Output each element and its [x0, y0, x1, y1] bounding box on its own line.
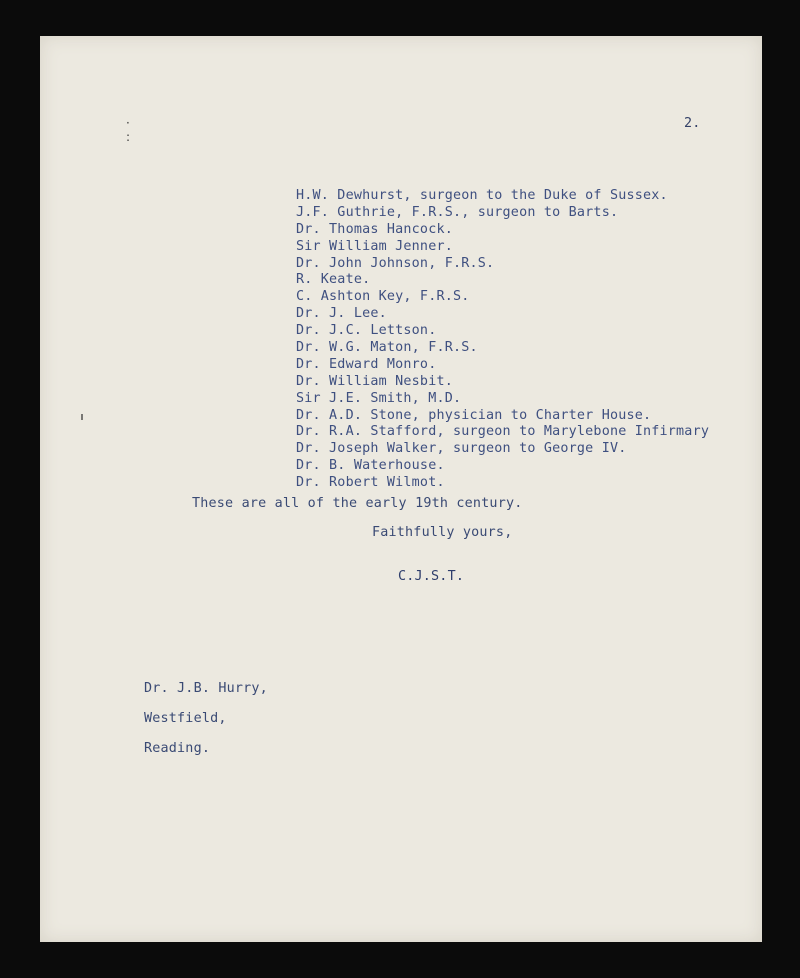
closing-statement: These are all of the early 19th century.	[192, 496, 523, 511]
addressee-name: Dr. J.B. Hurry,	[144, 681, 268, 696]
list-item: Dr. J.C. Lettson.	[296, 323, 437, 339]
valediction: Faithfully yours,	[372, 525, 513, 540]
list-item: Dr. W.G. Maton, F.R.S.	[296, 340, 478, 356]
addressee-town: Reading.	[144, 741, 211, 756]
list-item: J.F. Guthrie, F.R.S., surgeon to Barts.	[296, 204, 619, 220]
edge-speck	[81, 414, 83, 420]
list-item: Dr. R.A. Stafford, surgeon to Marylebone Infirmary	[296, 424, 710, 440]
list-item: Dr. B. Waterhouse.	[296, 458, 445, 474]
name-list	[296, 188, 709, 492]
punch-marks: · :	[126, 116, 131, 144]
page-number: 2.	[684, 116, 701, 131]
list-item: Dr. William Nesbit.	[296, 373, 453, 389]
list-item: Dr. Edward Monro.	[296, 356, 437, 372]
list-item: Dr. Thomas Hancock.	[296, 221, 453, 237]
list-item: R. Keate.	[296, 272, 371, 288]
list-item: Sir William Jenner.	[296, 238, 453, 254]
list-item: Dr. J. Lee.	[296, 306, 387, 322]
list-item: Dr. Robert Wilmot.	[296, 475, 445, 491]
list-item: H.W. Dewhurst, surgeon to the Duke of Sussex.	[296, 188, 668, 203]
list-item: Dr. Joseph Walker, surgeon to George IV.	[296, 441, 627, 457]
addressee-place: Westfield,	[144, 711, 227, 726]
signature-initials: C.J.S.T.	[398, 569, 465, 584]
list-item: C. Ashton Key, F.R.S.	[296, 289, 470, 305]
list-item: Sir J.E. Smith, M.D.	[296, 390, 462, 406]
list-item: Dr. A.D. Stone, physician to Charter House.	[296, 407, 652, 423]
letter-page	[40, 36, 762, 942]
list-item: Dr. John Johnson, F.R.S.	[296, 255, 495, 271]
